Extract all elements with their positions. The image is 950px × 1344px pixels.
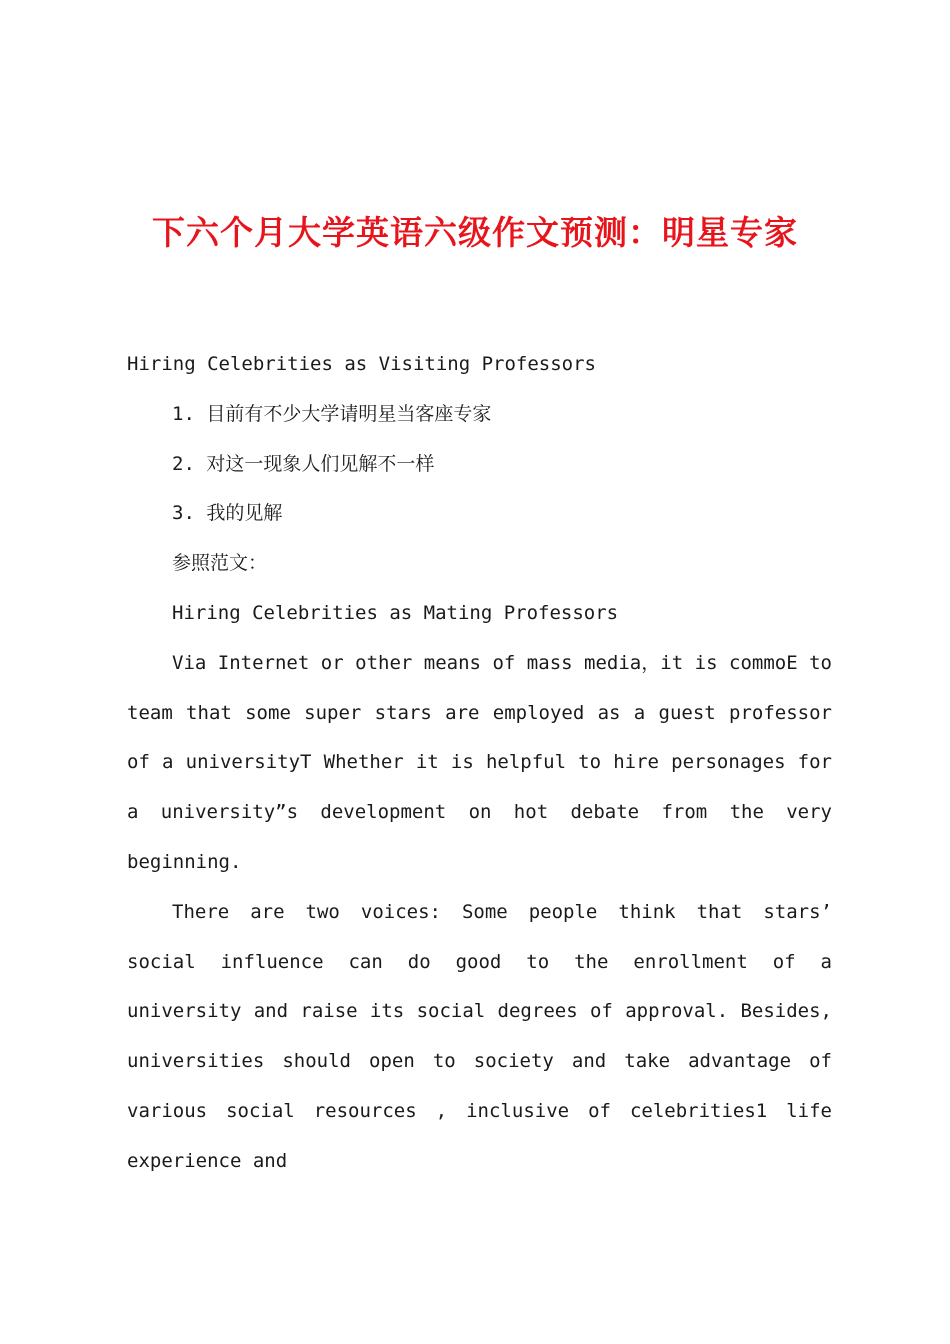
- sample-label: 参照范文：: [172, 552, 268, 575]
- outline-item-1: 1. 目前有不少大学请明星当客座专家: [172, 402, 492, 425]
- document-title: 下六个月大学英语六级作文预测：明星专家: [152, 213, 798, 252]
- body-paragraph-1: Via Internet or other means of mass media，it is commoE to team that some super stars are employed as a guest professor of a universityT Whether it is helpful to hire personages for a university”s development on hot debate from the very beginning.: [127, 651, 832, 873]
- outline-item-3: 3. 我的见解: [172, 502, 283, 525]
- document-body: [127, 340, 832, 1187]
- outline-item-2: 2. 对这一现象人们见解不一样: [172, 452, 435, 475]
- essay-heading: Hiring Celebrities as Visiting Professors: [127, 353, 596, 375]
- sample-title: Hiring Celebrities as Mating Professors: [172, 601, 619, 624]
- body-paragraph-2: There are two voices: Some people think that stars’ social influence can do good to the enrollment of a university and raise its social degrees of approval. Besides, universities should open to society and take advantage of various social resources , inclusive of celebrities1 life experience and: [127, 900, 832, 1172]
